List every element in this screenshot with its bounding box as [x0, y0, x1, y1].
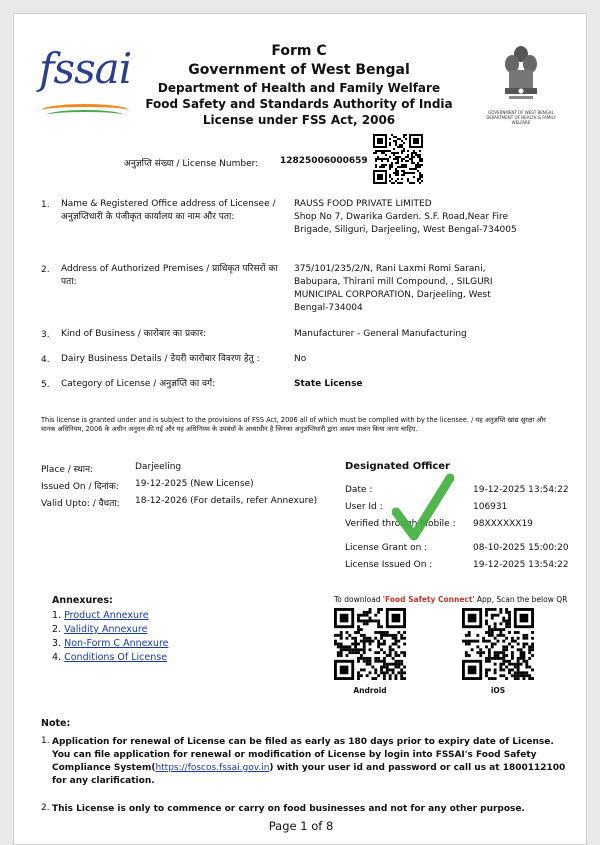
- act-title: License under FSS Act, 2006: [202, 113, 396, 127]
- non-form-c-annexure-link[interactable]: Non-Form C Annexure: [64, 638, 169, 649]
- place-value: Darjeeling: [135, 462, 182, 472]
- state-emblem: [481, 44, 561, 132]
- foscos-link[interactable]: https://foscos.fssai.gov.in: [155, 763, 270, 773]
- officer-verified-value: 98XXXXXX19: [473, 519, 533, 529]
- note-item-2: [41, 803, 571, 816]
- license-grant-label: License Grant on :: [345, 543, 428, 553]
- row-5-number: 5.: [41, 380, 50, 390]
- note-item-2-text: This License is only to commence or carry on food businesses and not for any other purpose.: [52, 804, 525, 814]
- row-4-label: Dairy Business Details / डेयरी कारोबार विवरण हेतु :: [61, 354, 260, 364]
- officer-userid-value: 106931: [473, 502, 508, 512]
- license-page: [13, 13, 587, 845]
- product-annexure-link[interactable]: Product Annexure: [64, 610, 149, 621]
- note-item-1-part-b: ) with your user id and password or call us at 1800112100 for any clarification.: [52, 763, 566, 786]
- officer-date-label: Date :: [345, 485, 373, 495]
- valid-label: Valid Upto: / वैधता:: [41, 499, 120, 509]
- officer-date-value: 19-12-2025 13:54:22: [473, 485, 569, 495]
- row-1-label: Name & Registered Office address of Licensee / अनुज्ञप्तिधारी के पंजीकृत कार्यालय का नाम और पता:: [61, 199, 276, 222]
- government-title: Government of West Bengal: [188, 62, 410, 78]
- annexure-num: 3.: [52, 638, 62, 649]
- note-item-1-text: [52, 736, 571, 788]
- officer-verified-label: Verified through Mobile :: [345, 519, 456, 529]
- app-suffix: ' App, Scan the below QR: [472, 595, 568, 604]
- row-2-number: 2.: [41, 265, 50, 275]
- authority-title: Food Safety and Standards Authority of India: [145, 97, 453, 111]
- note-item-1-part-a: Application for renewal of License can be filed as early as 180 days prior to expiry date of License. You can file application for renewal or modification of License by login into FSSAI's Food Safety Compliance System(: [52, 737, 554, 773]
- place-label: Place / स्थान:: [41, 465, 94, 475]
- note-item-1: [41, 736, 571, 788]
- license-issued-label: License Issued On :: [345, 560, 433, 570]
- lion-capital-icon: [501, 44, 541, 110]
- app-download-text: [334, 595, 567, 604]
- ios-qr-code[interactable]: [462, 608, 534, 680]
- annexure-num: 2.: [52, 624, 62, 635]
- license-qr-code: [373, 134, 423, 184]
- row-3-value: Manufacturer - General Manufacturing: [294, 329, 467, 339]
- android-label: Android: [353, 686, 387, 695]
- emblem-caption-2: DEPARTMENT OF HEALTH & FAMILY WELFARE: [486, 115, 556, 125]
- license-issued-value: 19-12-2025 13:54:22: [473, 560, 569, 570]
- licensee-address: Shop No 7, Dwarika Garden. S.F. Road,Near Fire Brigade, Siliguri, Darjeeling, West Bengal-734005: [294, 212, 517, 235]
- annexure-list: [52, 609, 168, 665]
- annexure-item-4: [52, 651, 168, 665]
- valid-value: 18-12-2026 (For details, refer Annexure): [135, 496, 318, 506]
- licensee-name: RAUSS FOOD PRIVATE LIMITED: [294, 199, 432, 209]
- app-name: Food Safety Connect: [385, 595, 473, 604]
- note-item-1-number: 1.: [41, 736, 50, 746]
- validity-annexure-link[interactable]: Validity Annexure: [64, 624, 148, 635]
- form-title: Form C: [271, 43, 327, 59]
- license-grant-value: 08-10-2025 15:00:20: [473, 543, 569, 553]
- note-title: Note:: [41, 718, 71, 729]
- fssai-logo-text: fssai: [39, 44, 132, 93]
- officer-userid-label: User Id :: [345, 502, 383, 512]
- annexures-title: Annexures:: [52, 595, 113, 606]
- ios-label: iOS: [490, 686, 506, 695]
- officer-title: Designated Officer: [345, 461, 450, 472]
- android-qr-code[interactable]: [334, 608, 406, 680]
- row-3-number: 3.: [41, 330, 50, 340]
- annexure-item-2: [52, 623, 168, 637]
- annexure-item-3: [52, 637, 168, 651]
- page-number: Page 1 of 8: [268, 819, 334, 833]
- conditions-of-license-link[interactable]: Conditions Of License: [64, 652, 168, 663]
- note-item-2-number: 2.: [41, 803, 50, 813]
- row-4-number: 4.: [41, 355, 50, 365]
- document-header: [144, 42, 454, 128]
- row-2-value: 375/101/235/2/N, Rani Laxmi Romi Sarani, Babupara, Thirani mill Compound, , SILGURI MUNICIPAL CORPORATION, Darjeeling, West Bengal-734004: [294, 264, 493, 313]
- annexure-num: 4.: [52, 652, 62, 663]
- row-5-value: State License: [294, 379, 363, 389]
- license-number-label: अनुज्ञप्ति संख्या / License Number:: [124, 159, 259, 169]
- license-notice: This license is granted under and is subject to the provisions of FSS Act, 2006 all of which must be complied with by the licensee. / यह अनुज्ञप्ति खाद्य सुरक्षा और मानक अधिनियम, 2006 के अधीन अनुदत्त की गई और यह अधिनियम के उपबंधों के अध्याधीन है जिनका अनुज्ञप्तिधारी द्वारा अवश्य पालन किया जाना चाहिए.: [41, 416, 546, 433]
- annexure-item-1: [52, 609, 168, 623]
- row-1-number: 1.: [41, 200, 50, 210]
- row-4-value: No: [294, 354, 307, 364]
- emblem-caption-1: GOVERNMENT OF WEST BENGAL: [488, 110, 554, 115]
- issued-value: 19-12-2025 (New License): [135, 479, 254, 489]
- app-prefix: To download ': [334, 595, 385, 604]
- verified-check-icon: [392, 472, 454, 542]
- annexure-num: 1.: [52, 610, 62, 621]
- issued-label: Issued On / दिनांक:: [41, 482, 119, 492]
- row-5-label: Category of License / अनुज्ञप्ति का वर्ग:: [61, 379, 216, 389]
- department-title: Department of Health and Family Welfare: [157, 81, 441, 95]
- license-number-value: 12825006000659: [280, 156, 368, 166]
- logo-swoosh-green: [47, 110, 123, 120]
- row-3-label: Kind of Business / कारोबार का प्रकार:: [61, 329, 207, 339]
- row-1-value: [294, 198, 524, 237]
- fssai-logo: [39, 44, 134, 134]
- row-2-label: Address of Authorized Premises / प्राधिकृत परिसरों का पता:: [61, 264, 278, 287]
